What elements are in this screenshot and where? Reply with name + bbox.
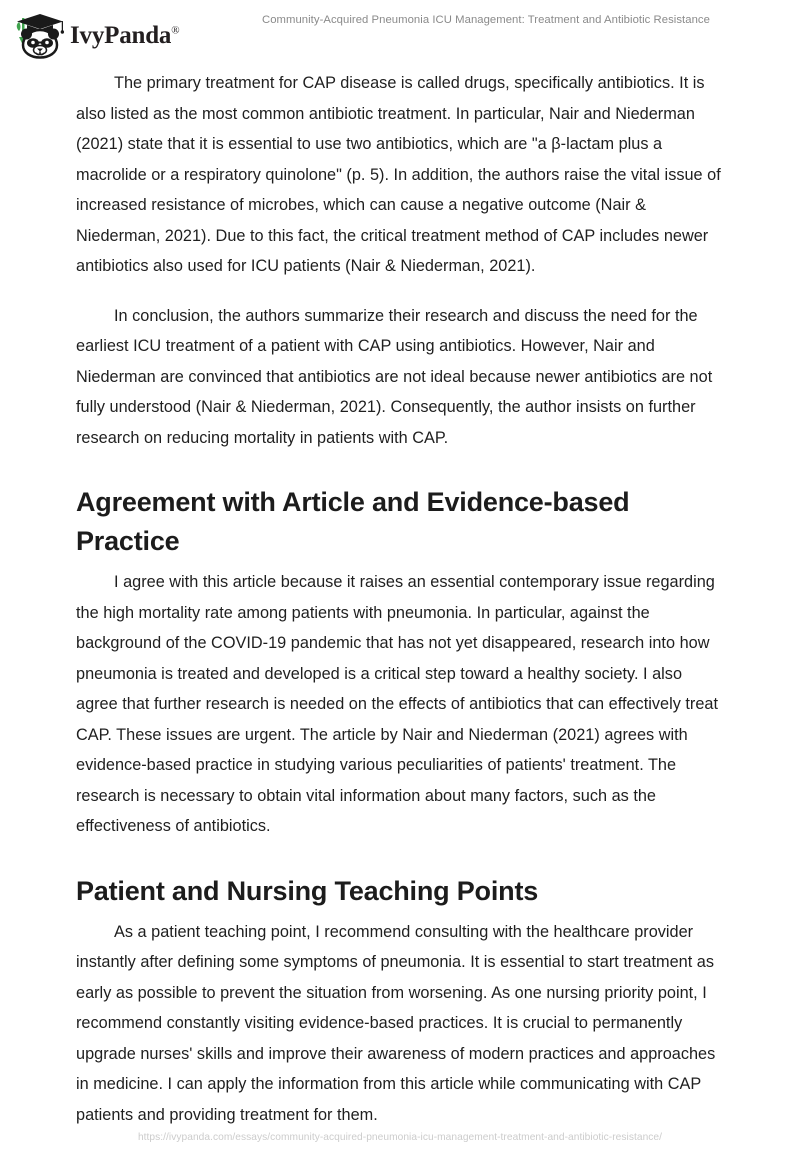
brand-name-text: IvyPanda xyxy=(70,21,172,49)
brand-name xyxy=(70,23,179,48)
section-heading-teaching-points: Patient and Nursing Teaching Points xyxy=(76,875,539,906)
paragraph-4: As a patient teaching point, I recommend consulting with the healthcare provider instantly after defining some symptoms of pneumonia. It is essential to start treatment as early as possible to prevent the situation from worsening. As one nursing priority point, I recommend constantly visiting evidence-based practices. It is crucial to permanently upgrade nurses' skills and improve their awareness of modern practices and approaches in medicine. I can apply the information from this article while communicating with CAP patients and providing treatment for them. xyxy=(76,922,716,1124)
section-heading-agreement: Agreement with Article and Evidence-based Practice xyxy=(76,487,630,556)
page-header xyxy=(0,0,800,62)
paragraph-1: The primary treatment for CAP disease is called drugs, specifically antibiotics. It is also listed as the most common antibiotic treatment. In particular, Nair and Niederman (2021) state that it is essential to use two antibiotics, which are "a β-lactam plus a macrolide or a respiratory quinolone" (p. 5). In addition, the authors raise the vital issue of increased resistance of microbes, which can cause a negative outcome (Nair & Niederman, 2021). Due to this fact, the critical treatment method of CAP includes newer antibiotics also used for ICU patients (Nair & Niederman, 2021). xyxy=(76,74,721,275)
paragraph-2: In conclusion, the authors summarize their research and discuss the need for the earliest ICU treatment of a patient with CAP using antibiotics. However, Nair and Niederman are convinced that antibiotics are not ideal because newer antibiotics are not fully understood (Nair & Niederman, 2021). Consequently, the author insists on further research on reducing mortality in patients with CAP. xyxy=(76,306,713,447)
page-footer xyxy=(0,1114,800,1160)
paragraph-3: I agree with this article because it raises an essential contemporary issue regarding the high mortality rate among patients with pneumonia. In particular, against the background of the COVID-19 pandemic that has not yet disappeared, research into how pneumonia is treated and developed is a critical step toward a healthy society. I also agree that further research is needed on the effects of antibiotics that can effectively treat CAP. These issues are urgent. The article by Nair and Niederman (2021) agrees with evidence-based practice in studying various peculiarities of patients' treatment. The research is necessary to obtain vital information about many factors, such as the effectiveness of antibiotics. xyxy=(76,573,719,835)
document-body xyxy=(76,68,724,1130)
panda-graduate-logo-icon xyxy=(14,11,66,59)
brand-logo[interactable] xyxy=(14,11,179,59)
registered-mark: ® xyxy=(171,24,180,37)
document-title-header: Community-Acquired Pneumonia ICU Management: Treatment and Antibiotic Resistance xyxy=(262,14,710,26)
source-url[interactable]: https://ivypanda.com/essays/community-acquired-pneumonia-icu-management-treatment-and-antibiotic-resistance/ xyxy=(137,1131,663,1143)
